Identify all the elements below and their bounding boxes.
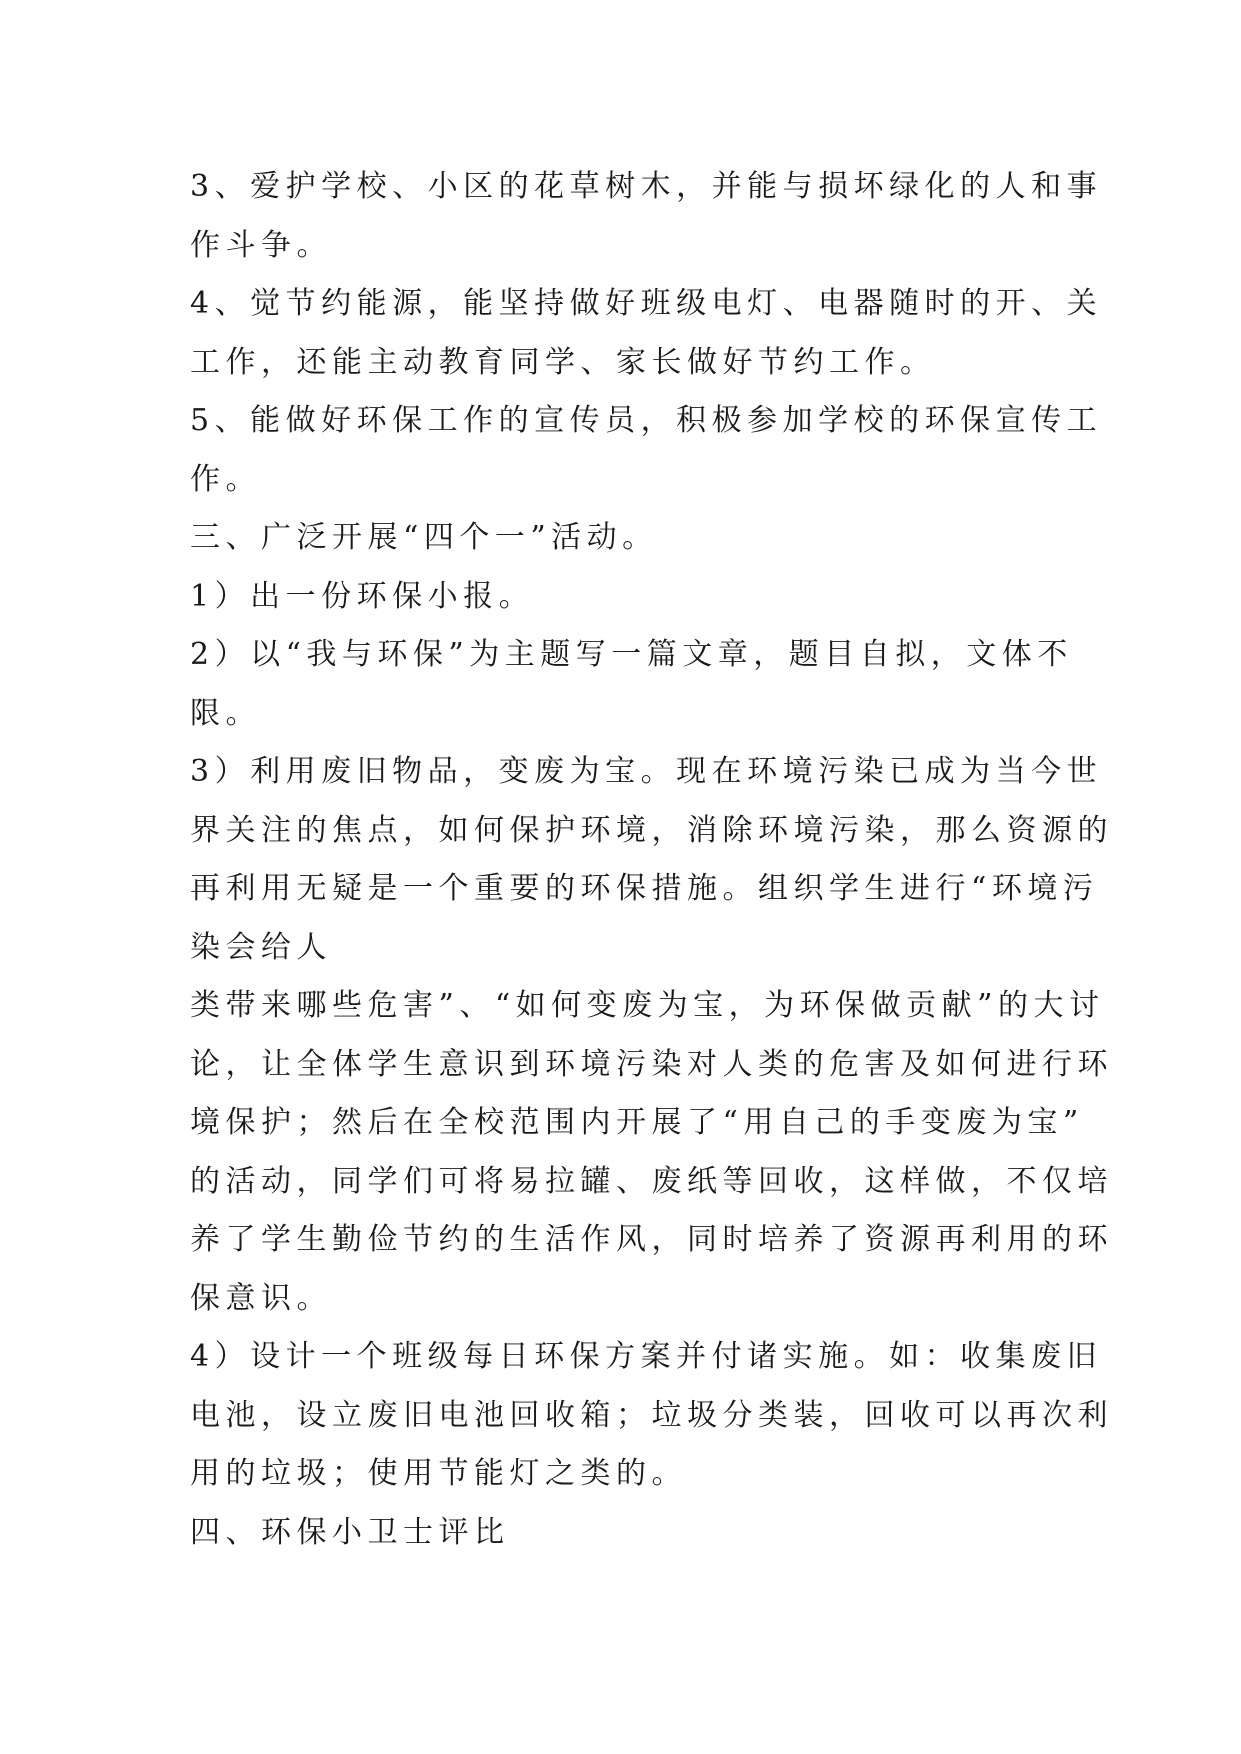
- text-line: 1）出一份环保小报。: [190, 578, 535, 614]
- text-line: 染会给人: [190, 929, 332, 965]
- text-line: 工作，还能主动教育同学、家长做好节约工作。: [190, 344, 936, 380]
- document-body: [190, 158, 1113, 1562]
- text-line: 4、觉节约能源，能坚持做好班级电灯、电器随时的开、关: [190, 286, 1103, 321]
- text-line: 养了学生勤俭节约的生活作风，同时培养了资源再利用的环: [190, 1222, 1113, 1257]
- text-line: 的活动，同学们可将易拉罐、废纸等回收，这样做，不仅培: [190, 1163, 1113, 1199]
- section-heading: 三、广泛开展“四个一”活动。: [190, 520, 658, 555]
- text-line: 用的垃圾；使用节能灯之类的。: [190, 1456, 687, 1491]
- text-line: 3、爱护学校、小区的花草树木，并能与损坏绿化的人和事: [190, 169, 1103, 204]
- text-line: 保意识。: [190, 1280, 332, 1316]
- text-line: 3）利用废旧物品，变废为宝。现在环境污染已成为当今世: [190, 754, 1103, 789]
- section-heading: 四、环保小卫士评比: [190, 1514, 510, 1550]
- text-line: 类带来哪些危害”、“如何变废为宝，为环保做贡献”的大讨: [190, 988, 1105, 1023]
- text-line: 作。: [190, 461, 261, 497]
- text-line: 电池，设立废旧电池回收箱；垃圾分类装，回收可以再次利: [190, 1397, 1113, 1433]
- text-line: 作斗争。: [190, 227, 332, 263]
- text-line: 2）以“我与环保”为主题写一篇文章，题目自拟，文体不: [190, 637, 1073, 672]
- text-line: 限。: [190, 695, 261, 731]
- text-line: 5、能做好环保工作的宣传员，积极参加学校的环保宣传工: [190, 403, 1103, 438]
- text-line: 境保护；然后在全校范围内开展了“用自己的手变废为宝”: [190, 1105, 1084, 1140]
- text-line: 界关注的焦点，如何保护环境，消除环境污染，那么资源的: [190, 812, 1113, 848]
- text-line: 4）设计一个班级每日环保方案并付诸实施。如：收集废旧: [190, 1339, 1103, 1374]
- text-line: 论，让全体学生意识到环境污染对人类的危害及如何进行环: [190, 1046, 1113, 1082]
- text-line: 再利用无疑是一个重要的环保措施。组织学生进行“环境污: [190, 871, 1099, 906]
